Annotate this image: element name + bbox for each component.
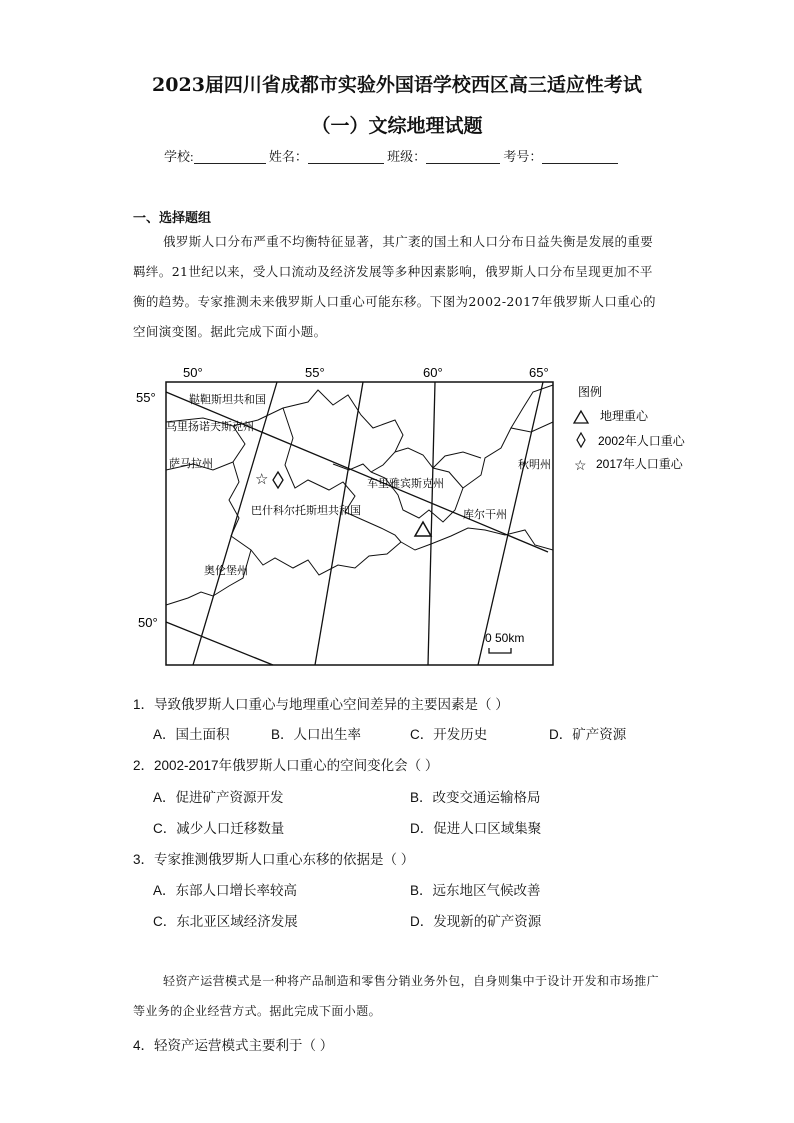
region-chelyabinsk: 车里雅宾斯克州 bbox=[367, 478, 444, 490]
lat-label-55: 55° bbox=[136, 390, 156, 405]
q2-option-d[interactable]: D．促进人口区域集聚 bbox=[410, 821, 542, 836]
region-orenburg: 奥伦堡州 bbox=[204, 565, 248, 577]
longitude-line-55 bbox=[315, 382, 363, 665]
legend-2002-center: 2002年人口重心 bbox=[598, 434, 685, 448]
question-4: 4．轻资产运营模式主要利于（ ） bbox=[133, 1038, 334, 1053]
lon-label-55: 55° bbox=[305, 365, 325, 380]
exam-no-blank[interactable] bbox=[542, 149, 618, 164]
question-1: 1．导致俄罗斯人口重心与地理重心空间差异的主要因素是（ ） bbox=[133, 697, 509, 712]
legend-title: 图例 bbox=[578, 385, 603, 399]
question-2: 2．2002-2017年俄罗斯人口重心的空间变化会（ ） bbox=[133, 758, 439, 773]
region-tatarstan: 鞑靼斯坦共和国 bbox=[189, 394, 266, 406]
population-center-2002-diamond-icon bbox=[273, 472, 283, 488]
latitude-line-50 bbox=[166, 622, 273, 665]
q3-option-c[interactable]: C．东北亚区域经济发展 bbox=[153, 914, 298, 929]
scale-label: 0 50km bbox=[485, 631, 525, 645]
longitude-line-60 bbox=[428, 382, 435, 665]
longitude-line-65 bbox=[478, 382, 543, 665]
q3-option-a[interactable]: A．东部人口增长率较高 bbox=[153, 883, 298, 898]
region-ulyanovsk: 乌里扬诺夫斯克州 bbox=[166, 421, 254, 433]
passage-asset-light: 轻资产运营模式是一种将产品制造和零售分销业务外包，自身则集中于设计开发和市场推广等业务的企业经营方式。据此完成下面小题。 bbox=[133, 974, 660, 1018]
exam-no-label: 考号： bbox=[503, 149, 543, 164]
lat-label-50: 50° bbox=[138, 615, 158, 630]
legend-star-icon: ☆ bbox=[574, 457, 587, 473]
student-info-line bbox=[164, 146, 618, 165]
region-bashkortostan: 巴什科尔托斯坦共和国 bbox=[251, 505, 361, 517]
q2-option-c[interactable]: C．减少人口迁移数量 bbox=[153, 821, 285, 836]
class-blank[interactable] bbox=[426, 149, 500, 164]
q2-option-a[interactable]: A．促进矿产资源开发 bbox=[153, 790, 284, 805]
population-center-map bbox=[133, 360, 685, 675]
region-kurgan: 库尔干州 bbox=[463, 509, 507, 521]
scale-bar bbox=[489, 648, 511, 653]
legend-2017-center: 2017年人口重心 bbox=[596, 457, 683, 471]
passage-russia-population: 俄罗斯人口分布严重不均衡特征显著，其广袤的国土和人口分布日益失衡是发展的重要羁绊。21世纪以来，受人口流动及经济发展等多种因素影响，俄罗斯人口分布呈现更加不平衡的趋势。专家推测未来俄罗斯人口重心可能东移。下图为2002-2017年俄罗斯人口重心的空间演变图。据此完成下面小题。 bbox=[133, 234, 656, 339]
q1-option-b[interactable]: B．人口出生率 bbox=[271, 727, 362, 742]
exam-title-line1: 2023届四川省成都市实验外国语学校西区高三适应性考试 bbox=[152, 74, 642, 96]
q1-option-a[interactable]: A．国土面积 bbox=[153, 727, 230, 742]
legend-triangle-icon bbox=[574, 411, 588, 423]
legend-geographic-center: 地理重心 bbox=[600, 409, 649, 423]
geographic-center-triangle-icon bbox=[415, 522, 431, 536]
school-label: 学校: bbox=[164, 149, 194, 164]
lon-label-60: 60° bbox=[423, 365, 443, 380]
legend-diamond-icon bbox=[577, 433, 585, 447]
school-blank[interactable] bbox=[194, 149, 266, 164]
q1-option-d[interactable]: D．矿产资源 bbox=[549, 727, 627, 742]
exam-title-line2: （一）文综地理试题 bbox=[311, 115, 483, 137]
question-3: 3．专家推测俄罗斯人口重心东移的依据是（ ） bbox=[133, 852, 415, 867]
name-label: 姓名： bbox=[268, 149, 308, 164]
q1-option-c[interactable]: C．开发历史 bbox=[410, 727, 488, 742]
class-label: 班级： bbox=[387, 149, 427, 164]
q3-option-d[interactable]: D．发现新的矿产资源 bbox=[410, 914, 542, 929]
lon-label-50: 50° bbox=[183, 365, 203, 380]
region-tyumen: 秋明州 bbox=[518, 459, 551, 471]
region-samara: 萨马拉州 bbox=[169, 458, 213, 470]
q2-option-b[interactable]: B．改变交通运输格局 bbox=[410, 790, 541, 805]
name-blank[interactable] bbox=[308, 149, 384, 164]
q3-option-b[interactable]: B．远东地区气候改善 bbox=[410, 883, 541, 898]
population-center-2017-star-icon: ☆ bbox=[255, 471, 269, 488]
lon-label-65: 65° bbox=[529, 365, 549, 380]
section-title: 一、选择题组 bbox=[133, 210, 212, 225]
